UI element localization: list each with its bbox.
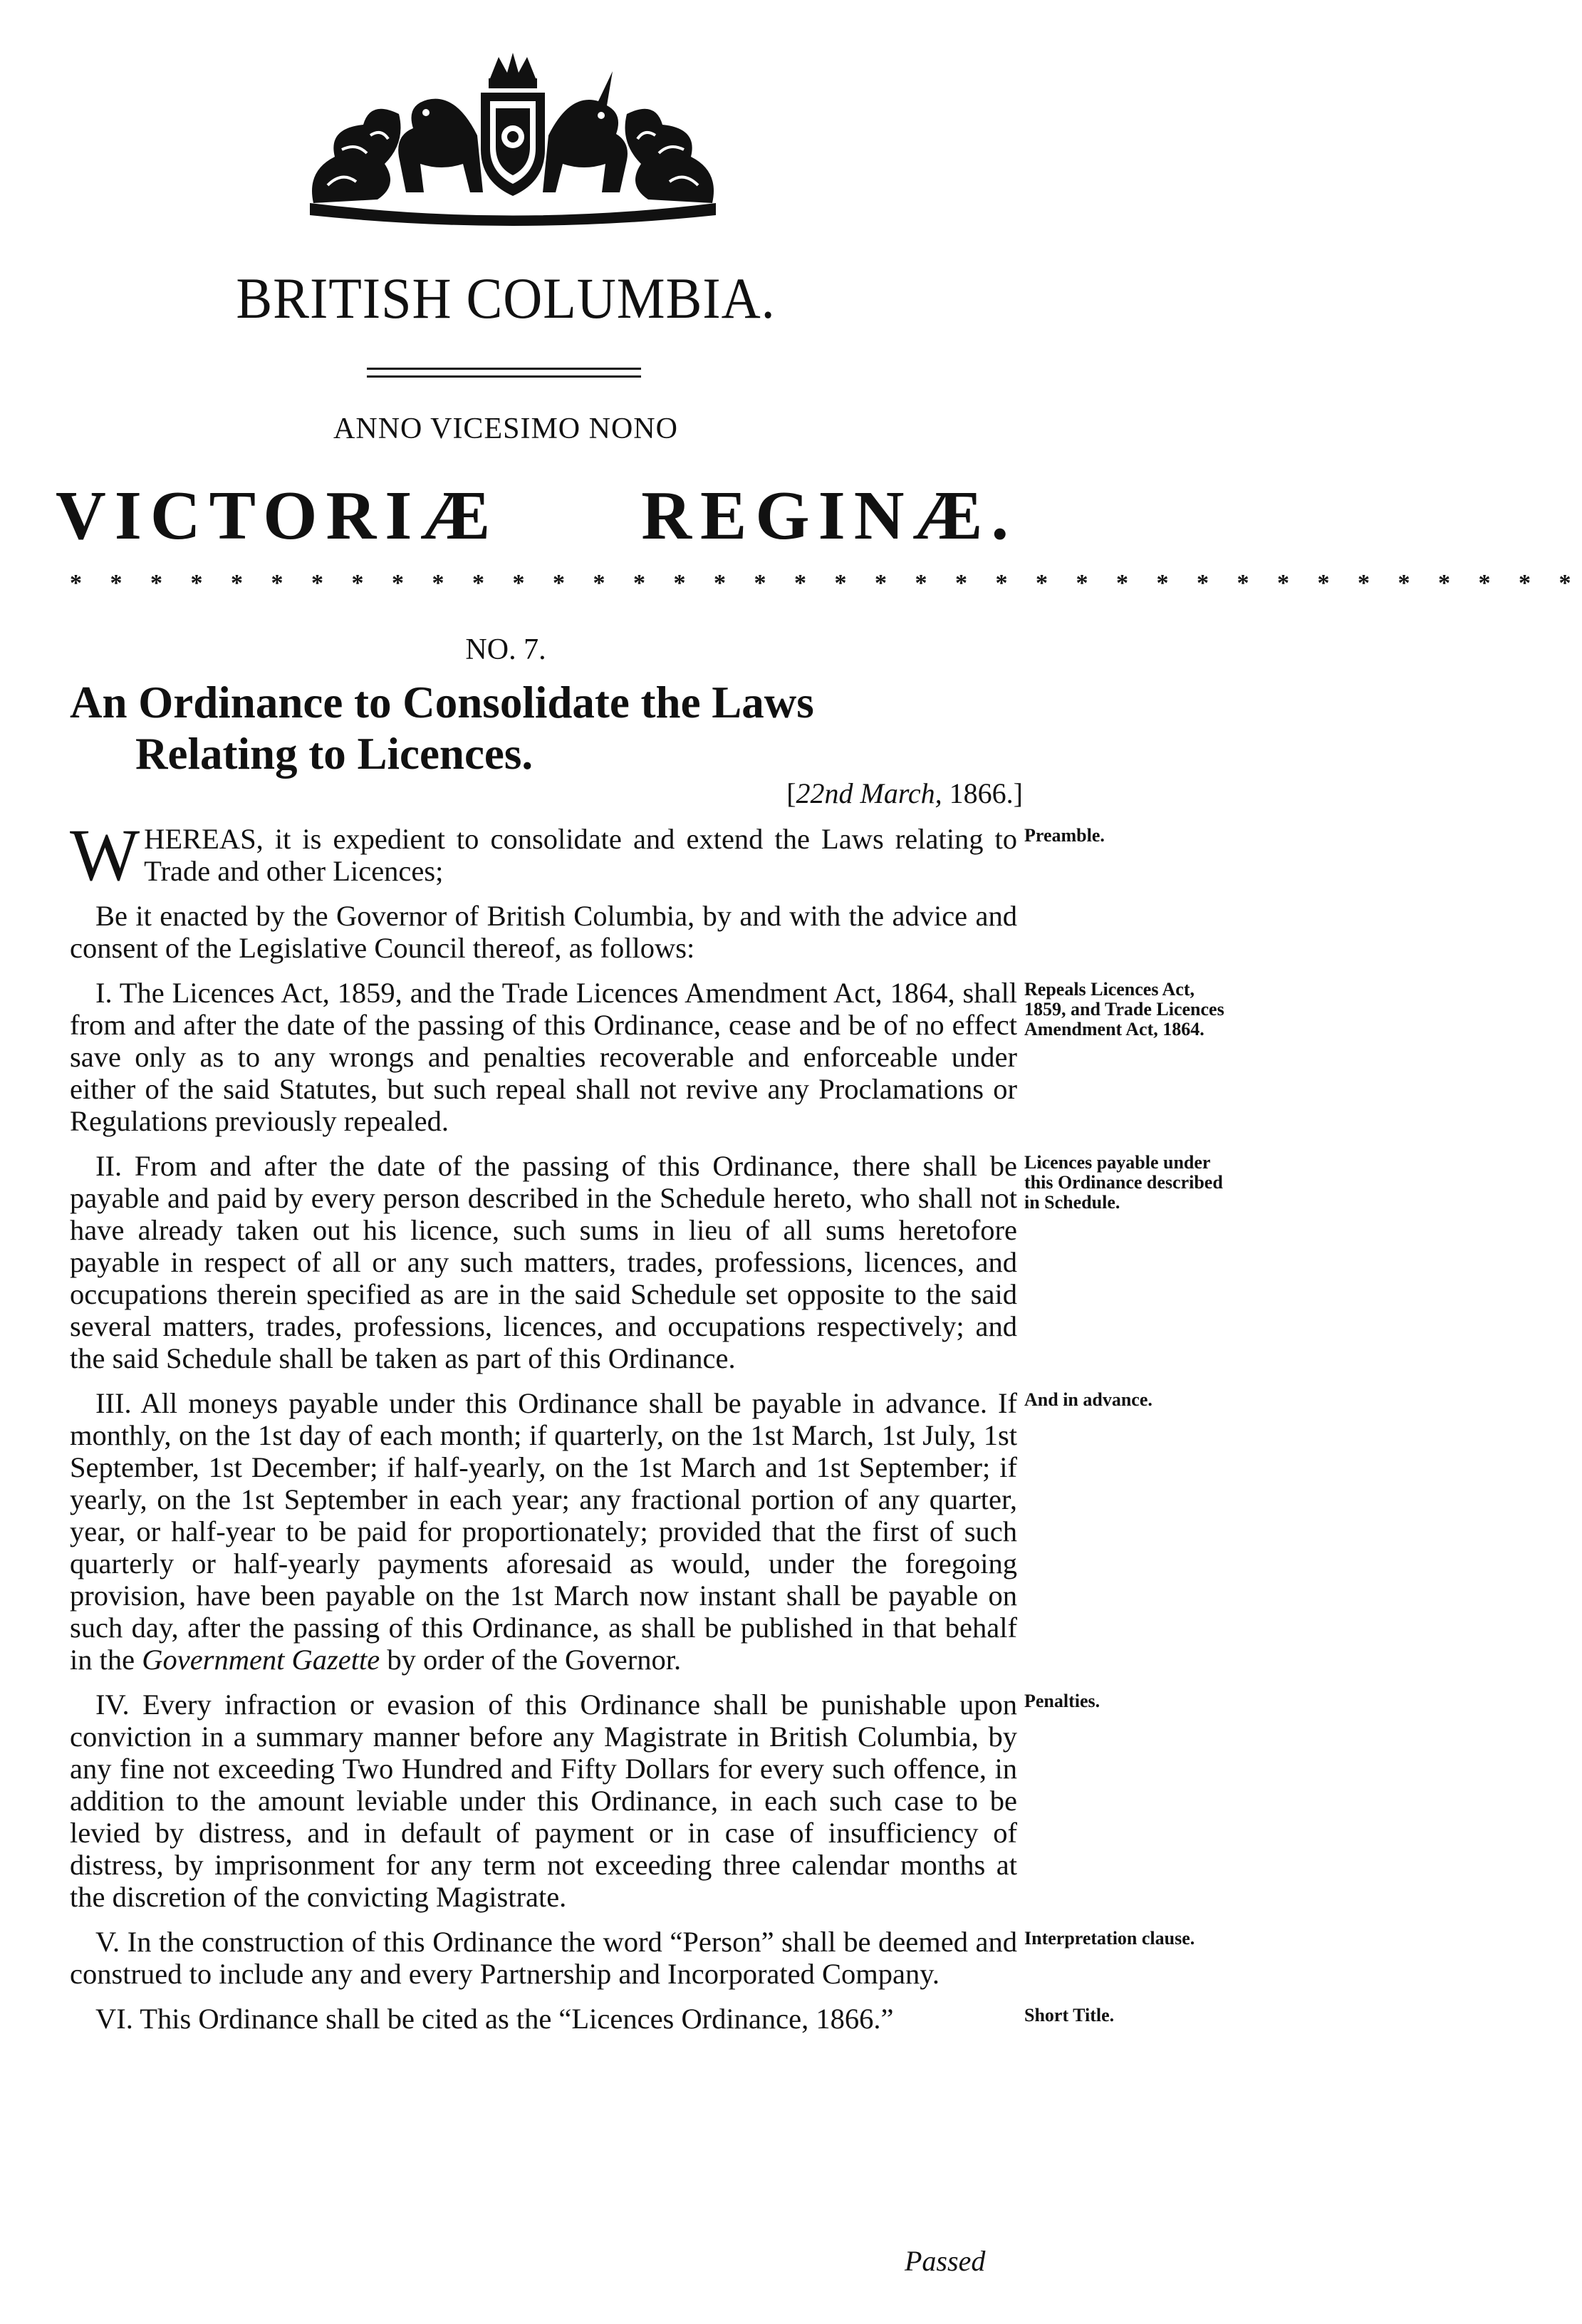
margin-note-section-5: Interpretation clause. [1024,1928,1195,1949]
assent-date [786,777,1023,810]
section-5-text: V. In the construction of this Ordinance the word “Person” shall be deemed and construed to include any and every Partnership and Incorporated Company. [70,1926,1017,1990]
gazette-italic: Government Gazette [142,1644,380,1676]
section-3-text: III. All moneys payable under this Ordinance shall be payable in advance. If monthly, on the 1st day of each month; if quarterly, on the 1st March, 1st July, 1st September, 1st December; if half-yearly, on the 1st March and 1st September; if yearly, on the 1st September in each year; any fractional portion of any quarter, year, or half-year to be paid for proportionately; provided that the first of such quarterly or half-yearly payments aforesaid as would, under the foregoing provision, have been payable on the 1st March now instant shall be payable on such day, after the passing of this Ordinance, as shall be published in that behalf in the [70,1387,1017,1676]
ordinance-body [70,814,1224,2048]
enacting-clause: Be it enacted by the Governor of British Columbia, by and with the advice and consent of the Legislative Council thereof, as follows: [70,900,1017,964]
drop-cap: W [70,814,140,896]
section-6 [70,2003,1115,2035]
date-bracket: [ [786,777,796,809]
section-3-text-end: by order of the Governor. [380,1644,682,1676]
margin-note-section-3: And in advance. [1024,1389,1152,1410]
regnal-year: ANNO VICESIMO NONO [333,413,678,445]
title-line-2: Relating to Licences. [135,729,534,779]
date-day: 22nd March, [796,777,942,809]
date-year: 1866.] [942,777,1023,809]
section-1 [70,977,1224,1137]
catchword: Passed [905,2245,986,2277]
margin-note-section-1: Repeals Licences Act, 1859, and Trade Licences Amendment Act, 1864. [1024,979,1224,1039]
colony-title: BRITISH COLUMBIA. [236,266,776,331]
margin-note-preamble: Preamble. [1024,825,1105,846]
double-rule [367,368,641,378]
preamble-text: HEREAS, it is expedient to consolidate and extend the Laws relating to Trade and other Licences; [144,823,1017,887]
section-2 [70,1150,1223,1374]
preamble-paragraph [70,814,1105,896]
section-6-text: VI. This Ordinance shall be cited as the “Licences Ordinance, 1866.” [95,2003,894,2035]
royal-coat-of-arms-icon [299,50,727,228]
star-divider: * * * * * * * * * * * * * * * * * * * * * * * * * * * * * * * * * * * * * * [70,570,1582,596]
ordinance-number: NO. 7. [465,633,546,666]
section-5 [70,1926,1195,1990]
section-4 [70,1688,1100,1913]
section-2-text: II. From and after the date of the passing of this Ordinance, there shall be payable and paid by every person described in the Schedule hereto, who shall not have already taken out his licence, such sums in lieu of all sums heretofore payable in respect of all or any such matters, trades, professions, licences, and occupations therein specified as are in the said Schedule set opposite to the said several matters, trades, professions, licences, and occupations respectively; and the said Schedule shall be taken as part of this Ordinance. [70,1150,1017,1374]
title-line-1: An Ordinance to Consolidate the Laws [70,678,814,727]
section-1-text: I. The Licences Act, 1859, and the Trade Licences Amendment Act, 1864, shall from and after the date of the passing of this Ordinance, cease and be of no effect save only as to any wrongs and penalties recoverable and enforceable under either of the said Statutes, but such repeal shall not revive any Proclamations or Regulations previously repealed. [70,977,1017,1137]
margin-note-section-6: Short Title. [1024,2005,1115,2025]
margin-note-section-2: Licences payable under this Ordinance described in Schedule. [1024,1152,1223,1213]
section-4-text: IV. Every infraction or evasion of this Ordinance shall be punishable upon conviction in a summary manner before any Magistrate in British Columbia, by any fine not exceeding Two Hundred and Fifty Dollars for every such offence, in addition to the amount leviable under this Ordinance, in each such case to be levied by distress, and in default of payment or in case of insufficiency of distress, by imprisonment for any term not exceeding three calendar months at the discretion of the convicting Magistrate. [70,1688,1017,1913]
reign-title: VICTORIÆ REGINÆ. [56,477,1017,554]
ordinance-title [70,677,1017,779]
margin-note-section-4: Penalties. [1024,1691,1100,1711]
section-3 [70,1387,1152,1676]
